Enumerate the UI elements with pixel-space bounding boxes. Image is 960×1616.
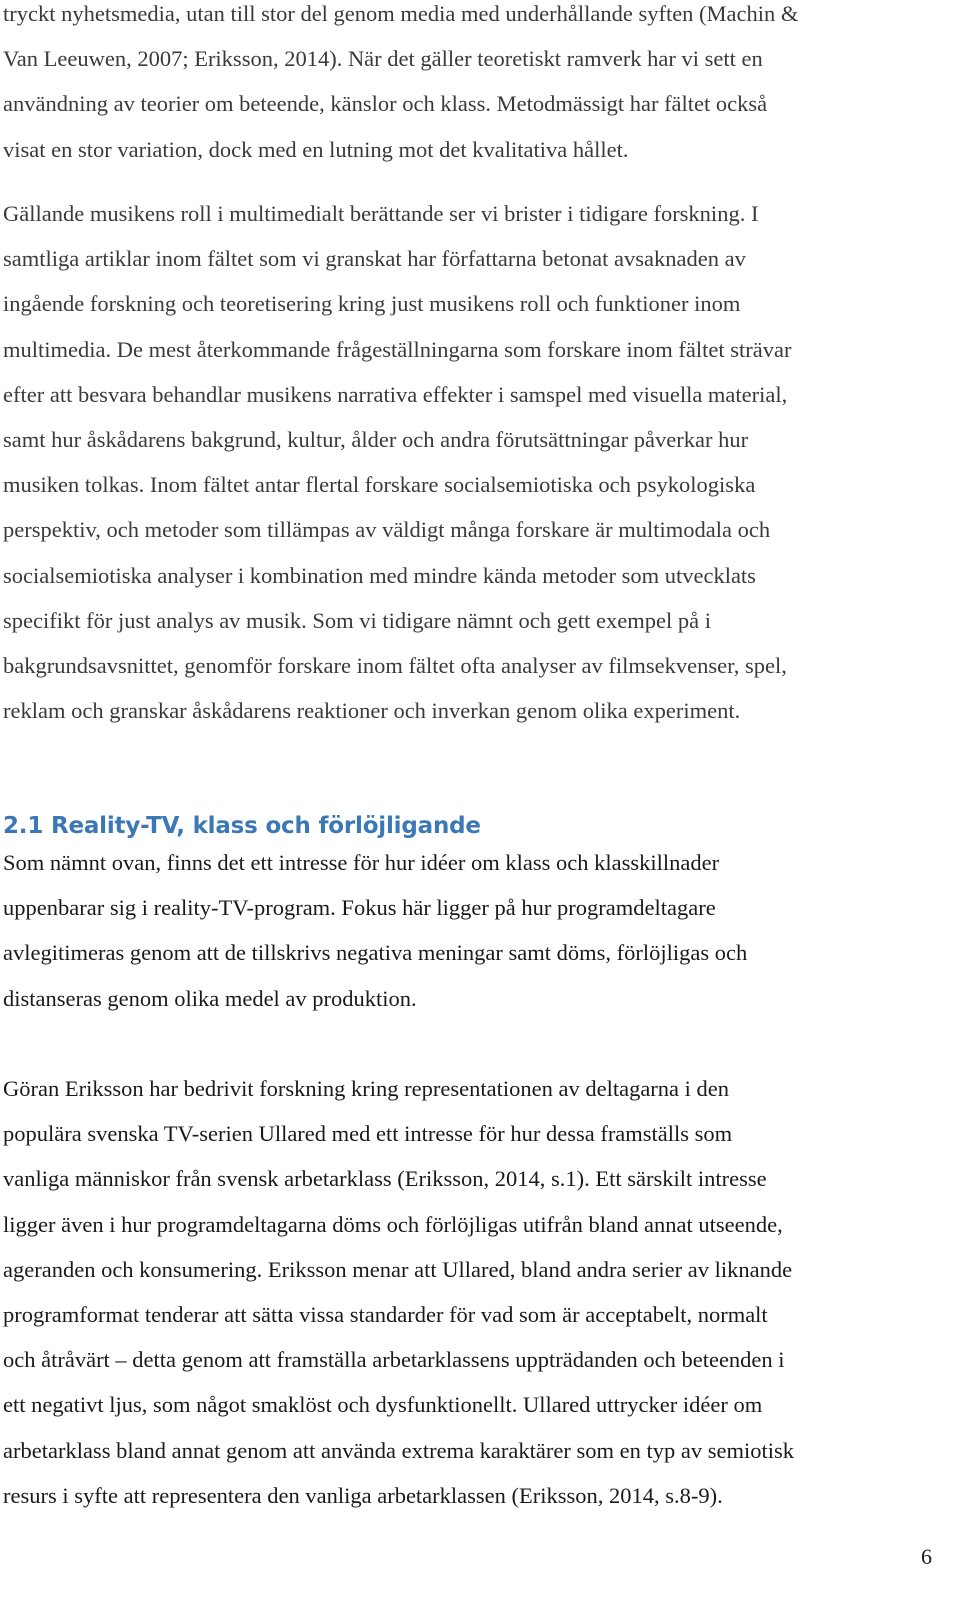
text-line: Van Leeuwen, 2007; Eriksson, 2014). När det gäller teoretiskt ramverk har vi sett en [3, 46, 763, 72]
text-line: vanliga människor från svensk arbetarklass (Eriksson, 2014, s.1). Ett särskilt intresse [3, 1166, 767, 1192]
text-line: ett negativt ljus, som något smaklöst och dysfunktionellt. Ullared uttrycker idéer om [3, 1392, 763, 1418]
text-line: distanseras genom olika medel av produktion. [3, 985, 417, 1011]
text-line: resurs i syfte att representera den vanliga arbetarklassen (Eriksson, 2014, s.8-9). [3, 1482, 723, 1508]
text-line: ingående forskning och teoretisering kring just musikens roll och funktioner inom [3, 291, 741, 317]
text-line: Gällande musikens roll i multimedialt berättande ser vi brister i tidigare forskning. I [3, 201, 759, 226]
text-line: Göran Eriksson har bedrivit forskning kring representationen av deltagarna i den [3, 1076, 730, 1101]
section-heading: 2.1 Reality-TV, klass och förlöjligande [3, 813, 481, 839]
text-line: avlegitimeras genom att de tillskrivs negativa meningar samt döms, förlöjligas och [3, 940, 748, 966]
text-line: musiken tolkas. Inom fältet antar flertal forskare socialsemiotiska och psykologiska [3, 472, 756, 498]
page-number: 6 [921, 1544, 932, 1569]
text-line: samtliga artiklar inom fältet som vi granskat har författarna betonat avsaknaden av [3, 246, 746, 272]
text-line: specifikt för just analys av musik. Som vi tidigare nämnt och gett exempel på i [3, 607, 711, 633]
text-line: tryckt nyhetsmedia, utan till stor del genom media med underhållande syften (Machin & [3, 1, 799, 26]
text-line: socialsemiotiska analyser i kombination med mindre kända metoder som utvecklats [3, 562, 756, 588]
text-line: populära svenska TV-serien Ullared med ett intresse för hur dessa framställs som [3, 1121, 733, 1147]
paragraph-previous-research-summary [3, 0, 938, 172]
text-line: efter att besvara behandlar musikens narrativa effekter i samspel med visuella material, [3, 381, 788, 407]
text-line: perspektiv, och metoder som tillämpas av väldigt många forskare är multimodala och [3, 517, 771, 543]
text-line: programformat tenderar att sätta vissa standarder för vad som är acceptabelt, normalt [3, 1301, 768, 1327]
text-line: ligger även i hur programdeltagarna döms och förlöjligas utifrån bland annat utseende, [3, 1211, 783, 1237]
text-line: arbetarklass bland annat genom att använda extrema karaktärer som en typ av semiotisk [3, 1437, 794, 1463]
paragraph-music-role [3, 191, 938, 733]
text-line: och åtråvärt – detta genom att framställa arbetarklassens uppträdanden och beteenden i [3, 1347, 785, 1373]
text-line: visat en stor variation, dock med en lutning mot det kvalitativa hållet. [3, 136, 629, 162]
text-line: ageranden och konsumering. Eriksson menar att Ullared, bland andra serier av liknande [3, 1256, 793, 1282]
text-line: reklam och granskar åskådarens reaktioner och inverkan genom olika experiment. [3, 698, 741, 724]
text-line: Som nämnt ovan, finns det ett intresse för hur idéer om klass och klasskillnader [3, 850, 720, 875]
paragraph-reality-tv-intro [3, 840, 938, 1021]
text-line: bakgrundsavsnittet, genomför forskare inom fältet ofta analyser av filmsekvenser, spel, [3, 652, 787, 678]
paragraph-eriksson-ullared [3, 1066, 938, 1518]
text-line: uppenbarar sig i reality-TV-program. Fokus här ligger på hur programdeltagare [3, 895, 716, 921]
text-line: multimedia. De mest återkommande frågeställningarna som forskare inom fältet strävar [3, 336, 792, 362]
text-line: användning av teorier om beteende, känslor och klass. Metodmässigt har fältet också [3, 91, 768, 117]
text-line: samt hur åskådarens bakgrund, kultur, ålder och andra förutsättningar påverkar hur [3, 426, 749, 452]
